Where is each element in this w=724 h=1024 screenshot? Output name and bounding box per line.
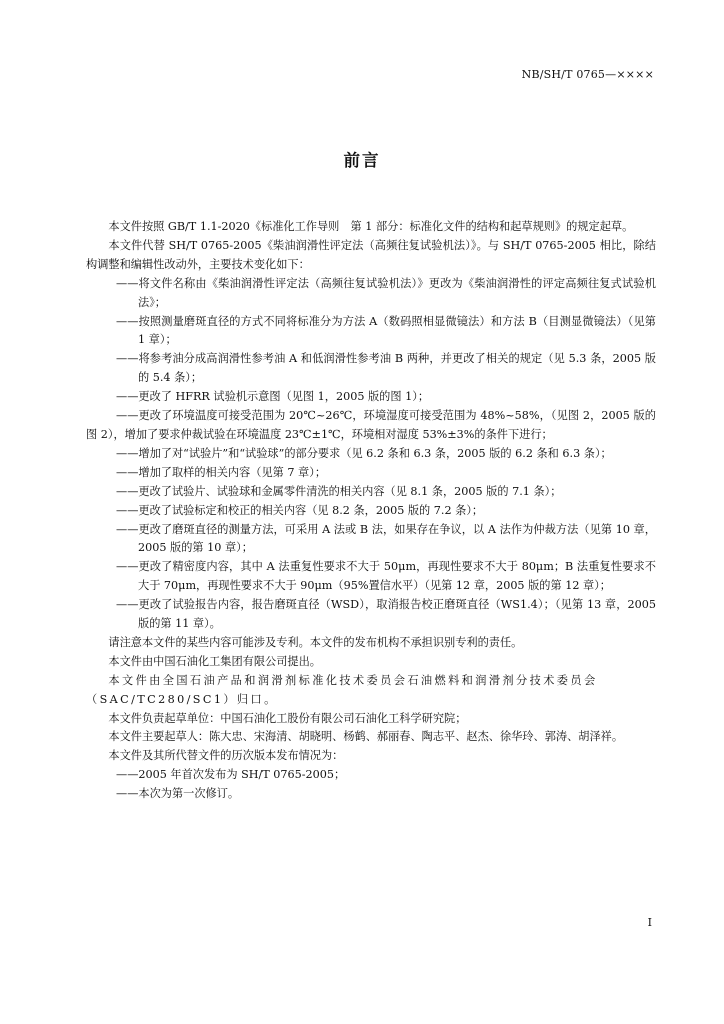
change-item: ——将参考油分成高润滑性参考油 A 和低润滑性参考油 B 两种，并更改了相关的规定（见 5.3 条，2005 版的 5.4 条）； [116, 352, 656, 385]
change-item: ——更改了磨斑直径的测量方法，可采用 A 法或 B 法，如果存在争议，以 A 法作为仲裁方法（见第 10 章，2005 版的第 10 章）； [116, 522, 656, 555]
change-item: ——更改了试验报告内容，报告磨斑直径（WSD），取消报告校正磨斑直径（WS1.4）；（见第 13 章，2005 版的第 11 章）。 [116, 598, 656, 631]
paragraph-drafting-unit: 本文件负责起草单位：中国石油化工股份有限公司石油化工科学研究院； [108, 711, 467, 725]
document-number: NB/SH/T 0765—×××× [521, 68, 654, 81]
page-title: 前言 [343, 151, 381, 170]
change-item: ——更改了 HFRR 试验机示意图（见图 1，2005 版的图 1）； [116, 390, 430, 404]
history-item: ——本次为第一次修订。 [116, 787, 240, 801]
paragraph-replaces: 本文件代替 SH/T 0765-2005《柴油润滑性评定法（高频往复试验机法）》。与 SH/T 0765-2005 相比，除结构调整和编辑性改动外，主要技术变化如下： [86, 238, 656, 271]
history-item: ——2005 年首次发布为 SH/T 0765-2005； [116, 768, 346, 782]
change-item: ——将文件名称由《柴油润滑性评定法（高频往复试验机法）》更改为《柴油润滑性的评定高频往复式试验机法》； [116, 276, 656, 309]
foreword-body [86, 218, 656, 804]
paragraph-history: 本文件及其所代替文件的历次版本发布情况为： [108, 749, 344, 763]
change-item: ——增加了取样的相关内容（见第 7 章）； [116, 465, 327, 479]
change-item: ——更改了试验片、试验球和金属零件清洗的相关内容（见 8.1 条，2005 版的 7.1 条）； [116, 484, 562, 498]
paragraph-drafting-rules: 本文件按照 GB/T 1.1-2020《标准化工作导则 第 1 部分：标准化文件的结构和起草规则》的规定起草。 [108, 220, 634, 233]
page-number: I [647, 916, 652, 929]
change-item: ——按照测量磨斑直径的方式不同将标准分为方法 A（数码照相显微镜法）和方法 B（目测显微镜法）（见第 1 章）； [116, 314, 656, 347]
change-item: ——更改了环境温度可接受范围为 20℃~26℃，环境湿度可接受范围为 48%~58%，（见图 2，2005 版的图 2），增加了要求仲裁试验在环境温度 23℃±1℃，环境相对湿度 53%±3%的条件下进行； [86, 409, 656, 441]
change-item: ——增加了对“试验片”和“试验球”的部分要求（见 6.2 条和 6.3 条，2005 版的 6.2 条和 6.3 条）； [116, 446, 612, 460]
paragraph-patent: 请注意本文件的某些内容可能涉及专利。本文件的发布机构不承担识别专利的责任。 [108, 635, 523, 649]
paragraph-committee: 本文件由全国石油产品和润滑剂标准化技术委员会石油燃料和润滑剂分技术委员会（SAC/TC280/SC1）归口。 [86, 673, 598, 706]
paragraph-drafters: 本文件主要起草人：陈大忠、宋海清、胡晓明、杨鹤、郝丽春、陶志平、赵杰、徐华玲、郭涛、胡泽祥。 [108, 730, 624, 744]
paragraph-proposer: 本文件由中国石油化工集团有限公司提出。 [108, 654, 321, 668]
change-item: ——更改了试验标定和校正的相关内容（见 8.2 条，2005 版的 7.2 条）； [116, 503, 484, 517]
change-item: ——更改了精密度内容，其中 A 法重复性要求不大于 50μm，再现性要求不大于 80μm；B 法重复性要求不大于 70μm，再现性要求不大于 90μm（95%置信水平）（见第 12 章，2005 版的第 12 章）； [116, 560, 656, 593]
